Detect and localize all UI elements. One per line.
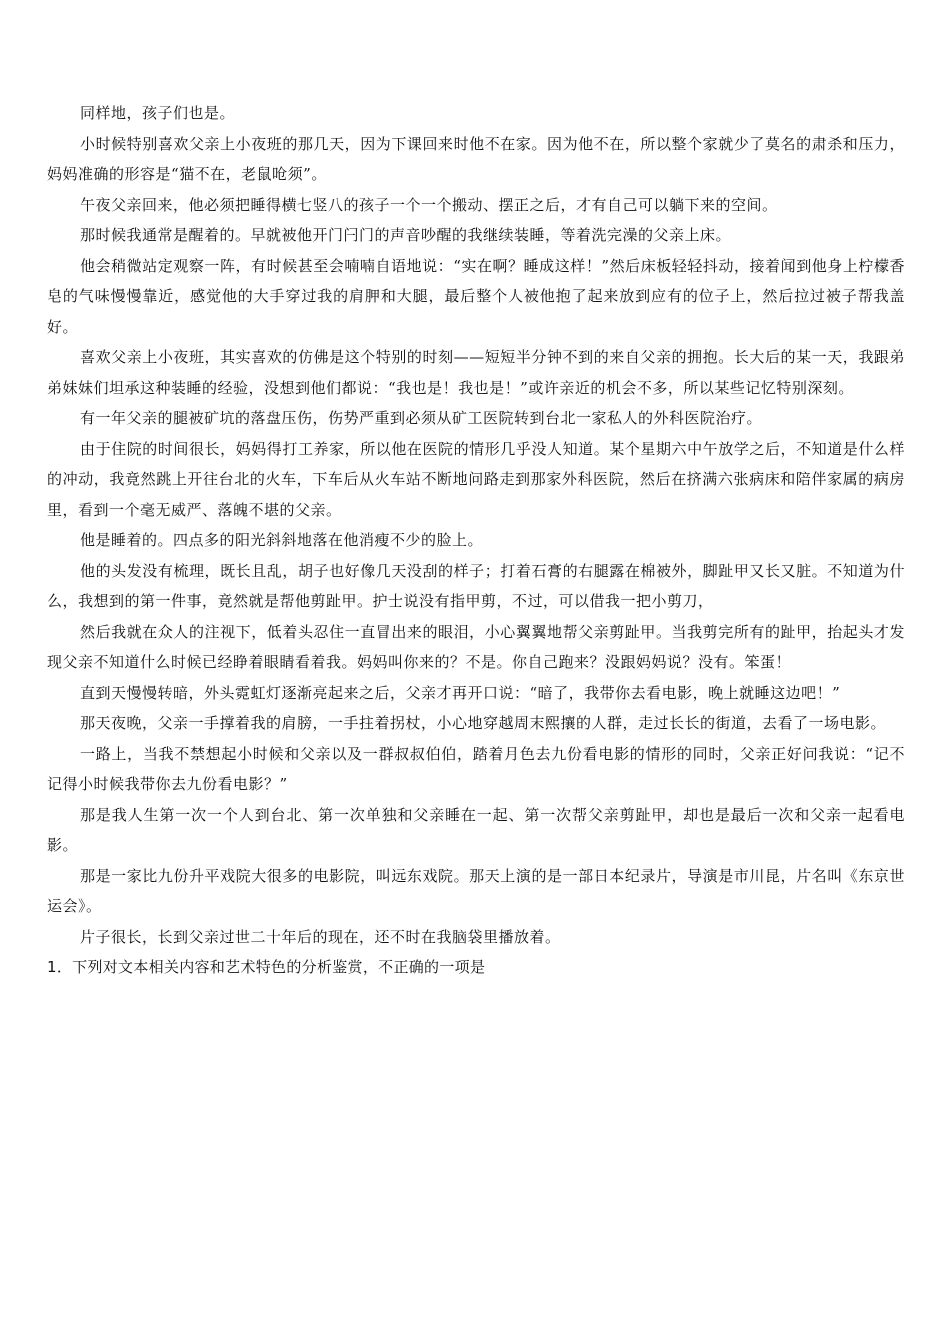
paragraph-6: 喜欢父亲上小夜班，其实喜欢的仿佛是这个特别的时刻——短短半分钟不到的来自父亲的拥抱。长大后的某一天，我跟弟弟妹妹们坦承这种装睡的经验，没想到他们都说：“我也是！我也是！”或许亲近的机会不多，所以某些记忆特别深刻。 bbox=[47, 348, 905, 397]
paragraph-14: 一路上，当我不禁想起小时候和父亲以及一群叔叔伯伯，踏着月色去九份看电影的情形的同时，父亲正好问我说：“记不记得小时候我带你去九份看电影？” bbox=[47, 744, 905, 793]
paragraph-4: 那时候我通常是醒着的。早就被他开门闩门的声音吵醒的我继续装睡，等着洗完澡的父亲上床。 bbox=[80, 226, 732, 244]
paragraph-9: 他是睡着的。四点多的阳光斜斜地落在他消瘦不少的脸上。 bbox=[80, 531, 484, 549]
paragraph-17: 片子很长，长到父亲过世二十年后的现在，还不时在我脑袋里播放着。 bbox=[80, 927, 561, 946]
question-1: 1．下列对文本相关内容和艺术特色的分析鉴赏，不正确的一项是 bbox=[47, 958, 486, 976]
paragraph-16: 那是一家比九份升平戏院大很多的电影院，叫远东戏院。那天上演的是一部日本纪录片，导演是市川昆，片名叫《东京世运会》。 bbox=[47, 866, 905, 915]
paragraph-11: 然后我就在众人的注视下，低着头忍住一直冒出来的眼泪，小心翼翼地帮父亲剪趾甲。当我剪完所有的趾甲，抬起头才发现父亲不知道什么时候已经睁着眼睛看着我。妈妈叫你来的？不是。你自己跑来？没跟妈妈说？没有。笨蛋！ bbox=[47, 622, 905, 671]
document-page bbox=[47, 98, 905, 983]
paragraph-7: 有一年父亲的腿被矿坑的落盘压伤，伤势严重到必须从矿工医院转到台北一家私人的外科医院治疗。 bbox=[80, 409, 763, 427]
paragraph-8: 由于住院的时间很长，妈妈得打工养家，所以他在医院的情形几乎没人知道。某个星期六中午放学之后，不知道是什么样的冲动，我竟然跳上开往台北的火车，下车后从火车站不断地问路走到那家外科医院，然后在挤满六张病床和陪伴家属的病房里，看到一个毫无威严、落魄不堪的父亲。 bbox=[47, 439, 905, 519]
paragraph-12: 直到天慢慢转暗，外头霓虹灯逐渐亮起来之后，父亲才再开口说：“暗了，我带你去看电影，晚上就睡这边吧！” bbox=[80, 683, 841, 702]
paragraph-1: 同样地，孩子们也是。 bbox=[80, 104, 236, 122]
paragraph-2: 小时候特别喜欢父亲上小夜班的那几天，因为下课回来时他不在家。因为他不在，所以整个家就少了莫名的肃杀和压力，妈妈准确的形容是“猫不在，老鼠呛须”。 bbox=[47, 134, 905, 183]
paragraph-3: 午夜父亲回来，他必须把睡得横七竖八的孩子一个一个搬动、摆正之后，才有自己可以躺下来的空间。 bbox=[80, 195, 778, 214]
paragraph-15: 那是我人生第一次一个人到台北、第一次单独和父亲睡在一起、第一次帮父亲剪趾甲，却也是最后一次和父亲一起看电影。 bbox=[47, 805, 905, 854]
paragraph-10: 他的头发没有梳理，既长且乱，胡子也好像几天没刮的样子；打着石膏的右腿露在棉被外，脚趾甲又长又脏。不知道为什么，我想到的第一件事，竟然就是帮他剪趾甲。护士说没有指甲剪，不过，可以借我一把小剪刀， bbox=[47, 561, 905, 610]
paragraph-13: 那天夜晚，父亲一手撑着我的肩膀，一手拄着拐杖，小心地穿越周末熙攘的人群，走过长长的街道，去看了一场电影。 bbox=[80, 714, 887, 732]
paragraph-5: 他会稍微站定观察一阵，有时候甚至会喃喃自语地说：“实在啊？睡成这样！”然后床板轻轻抖动，接着闻到他身上柠檬香皂的气味慢慢靠近，感觉他的大手穿过我的肩胛和大腿，最后整个人被他抱了起来放到应有的位子上，然后拉过被子帮我盖好。 bbox=[47, 256, 905, 336]
